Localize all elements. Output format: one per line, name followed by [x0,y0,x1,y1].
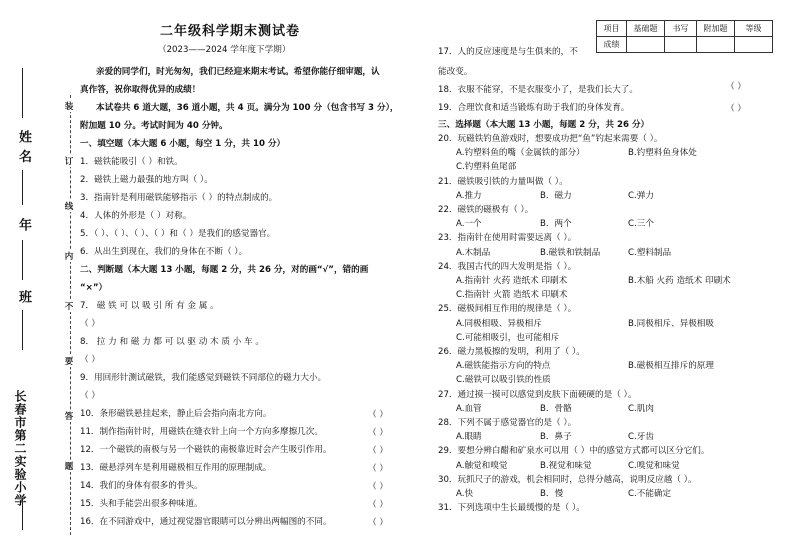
question-23: 23．指南针在使用时需要远离（ ）。 [438,233,577,244]
intro-line: 亲爱的同学们，时光匆匆，我们已经迎来期末考试。希望你能仔细审题，认 [96,67,380,77]
choice-option: A.推力 [456,190,482,201]
question-6: 6．从出生到现在，我们的身体在不断（ ）。 [80,247,248,257]
question-25: 25．磁极间相互作用的规律是（ ）。 [438,304,577,315]
choice-option: C.钓塑料鱼尾部 [456,162,517,173]
name-line-2 [22,170,23,205]
question-26: 26．磁力黑板擦的发明，利用了（ ）。 [438,347,585,357]
question-12: 12．一个磁铁的南极与另一个磁铁的南极靠近时会产生吸引作用。 [80,445,332,455]
score-header-cell: 附加题 [697,21,735,37]
section1-heading: 一、填空题（本大题 6 小题，每空 1 分，共 10 分） [80,139,286,149]
choice-option: C.可能相吸引，也可能相斥 [456,332,560,343]
seal-char: 不 [60,300,78,312]
score-cell[interactable] [665,37,697,53]
choice-option: B．鼻子 [540,432,572,443]
question-13: 13．磁悬浮列车是利用磁极相互作用的原理制成。 [80,463,272,473]
question-17-cont: 能改变。 [438,67,473,77]
question-9: 9．用回形针测试磁铁，我们能感觉到磁铁不同部位的磁力大小。 [80,373,327,383]
score-header-cell: 基础题 [627,21,665,37]
seal-char: 订 [60,155,78,167]
choice-option: A.触觉和嗅觉 [456,460,508,471]
choice-option: A.木制品 [456,247,491,258]
question-29: 29．要想分辨白醋和矿泉水可以用（ ）中的感觉方式都可以区分它们。 [438,446,710,457]
question-22: 22．磁铁的磁极有（ ）。 [438,205,534,215]
question-28: 28．下列不属于感觉器官的是（ ）。 [438,418,577,428]
intro-line: 真作答，祝你取得优异的成绩！ [80,85,201,95]
choice-option: A.指南针 火药 造纸术 印刷术 [456,276,568,286]
school-line [22,500,23,530]
choice-option: B．磁力 [540,190,572,201]
choice-option: B.磁铁和铁制品 [540,247,601,258]
question-5: 5．（ ）、（ ）、（ ）、（ ）和（ ）是我们的感觉器官。 [80,229,276,239]
choice-option: A.磁铁能指示方向的特点 [456,361,551,372]
intro-line: 附加题 10 分。考试时间为 40 分钟。 [80,121,228,131]
name-line [22,68,23,118]
question-31: 31．下列选项中生长最缓慢的是（ ）。 [438,503,585,514]
question-24: 24．我国古代的四大发明是指（ ）。 [438,261,577,272]
section3-heading: 三、选择题（本大题 13 小题，每题 2 分，共 26 分） [438,120,650,130]
question-17: 17．人的反应速度是与生俱来的，不 [438,47,578,57]
choice-option: B．慢 [540,489,564,499]
choice-option: C.不能确定 [628,489,672,499]
page-title: 二年级科学期末测试卷 [160,24,301,39]
binding-strip [0,0,92,560]
question-16: 16．在不同游戏中，通过视觉器官眼睛可以分辨出两幅图的不同。 [80,517,332,527]
question-4: 4．人体的外形是（ ）对称。 [80,211,192,221]
score-table-row [597,37,773,53]
question-2: 2．磁铁上磁力最强的地方叫（ ）。 [80,175,213,185]
answer-paren: （ ） [80,319,100,329]
choice-option: C.弹力 [628,190,654,201]
question-20: 20．玩磁铁钓鱼游戏时，想要成功把“鱼”钓起来需要（ ）。 [438,134,663,144]
question-15: 15．头和手能尝出很多种味道。 [80,499,203,509]
answer-paren: （ ） [368,518,388,528]
choice-option: C.指南针 火箭 造纸术 印刷术 [456,290,568,301]
name-label: 姓 名 [16,130,31,164]
question-1: 1．磁铁能吸引（ ）和铁。 [80,157,183,167]
question-10: 10．条形磁铁悬挂起来，静止后会指向南北方向。 [80,409,272,419]
score-cell[interactable] [627,37,665,53]
choice-option: A.一个 [456,219,482,230]
answer-paren: （ ） [368,410,388,420]
question-30: 30．玩抓尺子的游戏，机会相同时，总得分越高，说明反应越（ ）。 [438,474,697,485]
choice-option: B．骨骼 [540,403,572,414]
choice-option: B.视觉和味觉 [540,460,592,471]
answer-paren: （ ） [368,464,388,474]
grade-line [22,240,23,280]
seal-char: 内 [60,250,78,262]
score-cell[interactable] [735,37,773,53]
choice-option: A.快 [456,489,474,499]
intro-line: 本试卷共 6 道大题，36 道小题，共 4 页。满分为 100 分（包含书写 3 分）， [96,103,399,113]
choice-option: A.同极相吸、异极相斥 [456,318,542,329]
answer-paren: （ ） [368,500,388,510]
choice-option: B.木船 火药 造纸术 印刷术 [628,276,731,286]
question-14: 14．我们的身体有很多的骨头。 [80,481,203,491]
question-27: 27．通过摸一摸可以感觉到皮肤下面硬硬的是（ ）。 [438,389,637,400]
question-7: 7． 磁 铁 可 以 吸 引 所 有 金 属 。 [80,301,219,311]
choice-option: A.眼睛 [456,432,482,443]
answer-paren: （ ） [368,446,388,456]
class-line [22,310,23,350]
seal-char: 装 [60,100,78,112]
question-11: 11．制作指南针时，用磁铁在缝衣针上向一个方向多摩擦几次。 [80,427,323,437]
choice-option: C.磁铁可以吸引铁的性质 [456,375,551,386]
choice-option: B．两个 [540,219,572,230]
choice-option: B.磁极相互排斥的原理 [628,361,714,372]
section2-heading: 二、判断题（本大题 13 小题，每题 2 分，共 26 分，对的画“√”，错的画 [80,265,369,275]
choice-option: A.血管 [456,403,482,414]
answer-paren: （ ） [80,355,100,365]
answer-paren: （ ） [726,82,746,92]
question-21: 21．磁铁吸引铁的力量叫做（ ）。 [438,176,568,187]
seal-char: 要 [60,355,78,367]
question-18: 18．衣服不能穿，不是衣服变小了，是我们长大了。 [438,85,638,95]
choice-option: C.三个 [628,219,654,230]
school-year: （2023——2024 学年度下学期） [158,45,291,55]
choice-option: B.钓塑料鱼身体处 [628,148,697,159]
seal-char: 线 [60,200,78,212]
seal-char: 答 [60,410,78,422]
section2-heading-cont: “×”） [80,283,108,293]
answer-paren: （ ） [368,482,388,492]
question-19: 19．合理饮食和适当锻炼有助于我们的身体发育。 [438,103,630,113]
answer-paren: （ ） [368,428,388,438]
question-3: 3．指南针是利用磁铁能够指示（ ）的特点制成的。 [80,193,278,203]
choice-option: C.嗅觉和味觉 [628,460,680,471]
class-label: 班 [16,290,31,304]
school-name: 长春市第二实验小学 [13,390,27,507]
choice-option: B.同极相斥、异极相吸 [628,318,714,329]
grade-label: 年 [16,218,31,232]
question-8: 8． 拉 力 和 磁 力 都 可 以 驱 动 木 质 小 车 。 [80,337,264,347]
score-header-cell: 项目 [597,21,627,37]
choice-option: A.钓塑料鱼的嘴（金属铁的部分） [456,148,585,159]
answer-paren: （ ） [726,104,746,114]
score-table [596,20,773,53]
score-table-header [597,21,773,37]
score-header-cell: 等级 [735,21,773,37]
answer-paren: （ ） [80,391,100,401]
score-row-label: 成绩 [597,37,627,53]
seal-char: 题 [60,460,78,472]
choice-option: C.牙齿 [628,432,654,443]
score-header-cell: 书写 [665,21,697,37]
choice-option: C.塑料制品 [628,247,672,258]
choice-option: C.肌肉 [628,403,654,414]
score-cell[interactable] [697,37,735,53]
